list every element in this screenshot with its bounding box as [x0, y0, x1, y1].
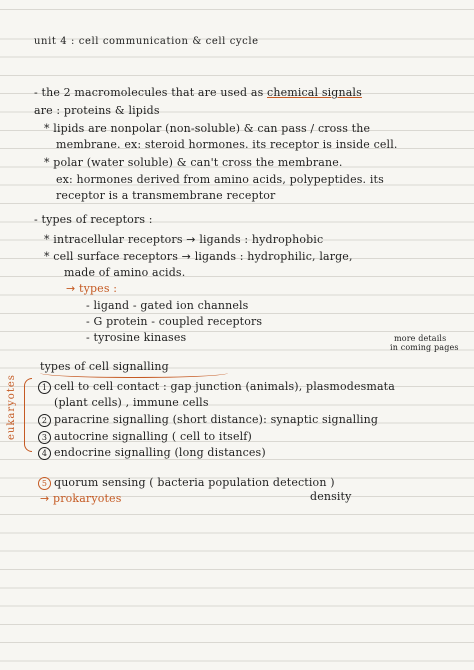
note-line	[38, 476, 335, 490]
note-line: made of amino acids.	[64, 266, 186, 279]
note-text: quorum sensing ( bacteria population detection )	[54, 476, 335, 489]
note-text: * cell surface receptors	[44, 250, 179, 263]
note-text: autocrine signalling ( cell to itself)	[54, 430, 252, 443]
note-line: * lipids are nonpolar (non-soluble) & can pass / cross the	[44, 122, 371, 135]
note-line: - ligand - gated ion channels	[86, 299, 249, 312]
note-text: types :	[79, 282, 118, 295]
side-note: more details	[394, 334, 447, 343]
note-line	[40, 492, 122, 506]
note-line: (plant cells) , immune cells	[54, 396, 209, 409]
note-line: receptor is a transmembrane receptor	[56, 189, 276, 202]
note-text: * intracellular receptors	[44, 233, 183, 246]
note-text: ligands : hydrophobic	[199, 233, 324, 246]
note-line	[38, 430, 252, 444]
note-line	[34, 86, 362, 100]
note-text: endocrine signalling (long distances)	[54, 446, 266, 459]
note-text: ligands : hydrophilic, large,	[194, 250, 353, 263]
highlighted-text: chemical signals	[267, 86, 362, 99]
side-note: in coming pages	[390, 343, 459, 352]
arrow-icon: →	[181, 250, 192, 263]
number-badge: 4	[38, 447, 51, 460]
note-line	[66, 282, 117, 296]
note-line: membrane. ex: steroid hormones. its receptor is inside cell.	[56, 138, 398, 151]
note-line: - G protein - coupled receptors	[86, 315, 263, 328]
number-badge: 3	[38, 431, 51, 444]
number-badge: 5	[38, 477, 51, 490]
note-line	[44, 233, 323, 247]
arrow-icon: →	[186, 233, 196, 246]
note-line	[38, 446, 266, 460]
page-title: unit 4 : cell communication & cell cycle	[34, 36, 259, 47]
note-line: density	[310, 490, 352, 503]
note-line	[38, 413, 378, 427]
note-line: ex: hormones derived from amino acids, polypeptides. its	[56, 173, 384, 186]
note-line: - tyrosine kinases	[86, 331, 187, 344]
note-line: - types of receptors :	[34, 213, 153, 226]
note-line: * polar (water soluble) & can't cross the membrane.	[44, 156, 343, 169]
number-badge: 2	[38, 414, 51, 427]
note-line	[38, 380, 395, 394]
wavy-underline	[40, 373, 228, 378]
arrow-icon: →	[66, 282, 76, 295]
brace-bracket	[24, 378, 32, 452]
note-text: - the 2 macromolecules that are used as	[34, 86, 264, 99]
section-heading: types of cell signalling	[40, 360, 169, 373]
note-text: paracrine signalling (short distance): synaptic signalling	[54, 413, 379, 426]
note-text: cell to cell contact : gap junction (animals), plasmodesmata	[54, 380, 395, 393]
note-line: are : proteins & lipids	[34, 104, 160, 117]
eukaryotes-label: eukaryotes	[6, 374, 17, 440]
note-line	[44, 250, 353, 264]
arrow-icon: →	[40, 492, 50, 505]
number-badge: 1	[38, 381, 51, 394]
note-text: prokaryotes	[53, 492, 122, 505]
